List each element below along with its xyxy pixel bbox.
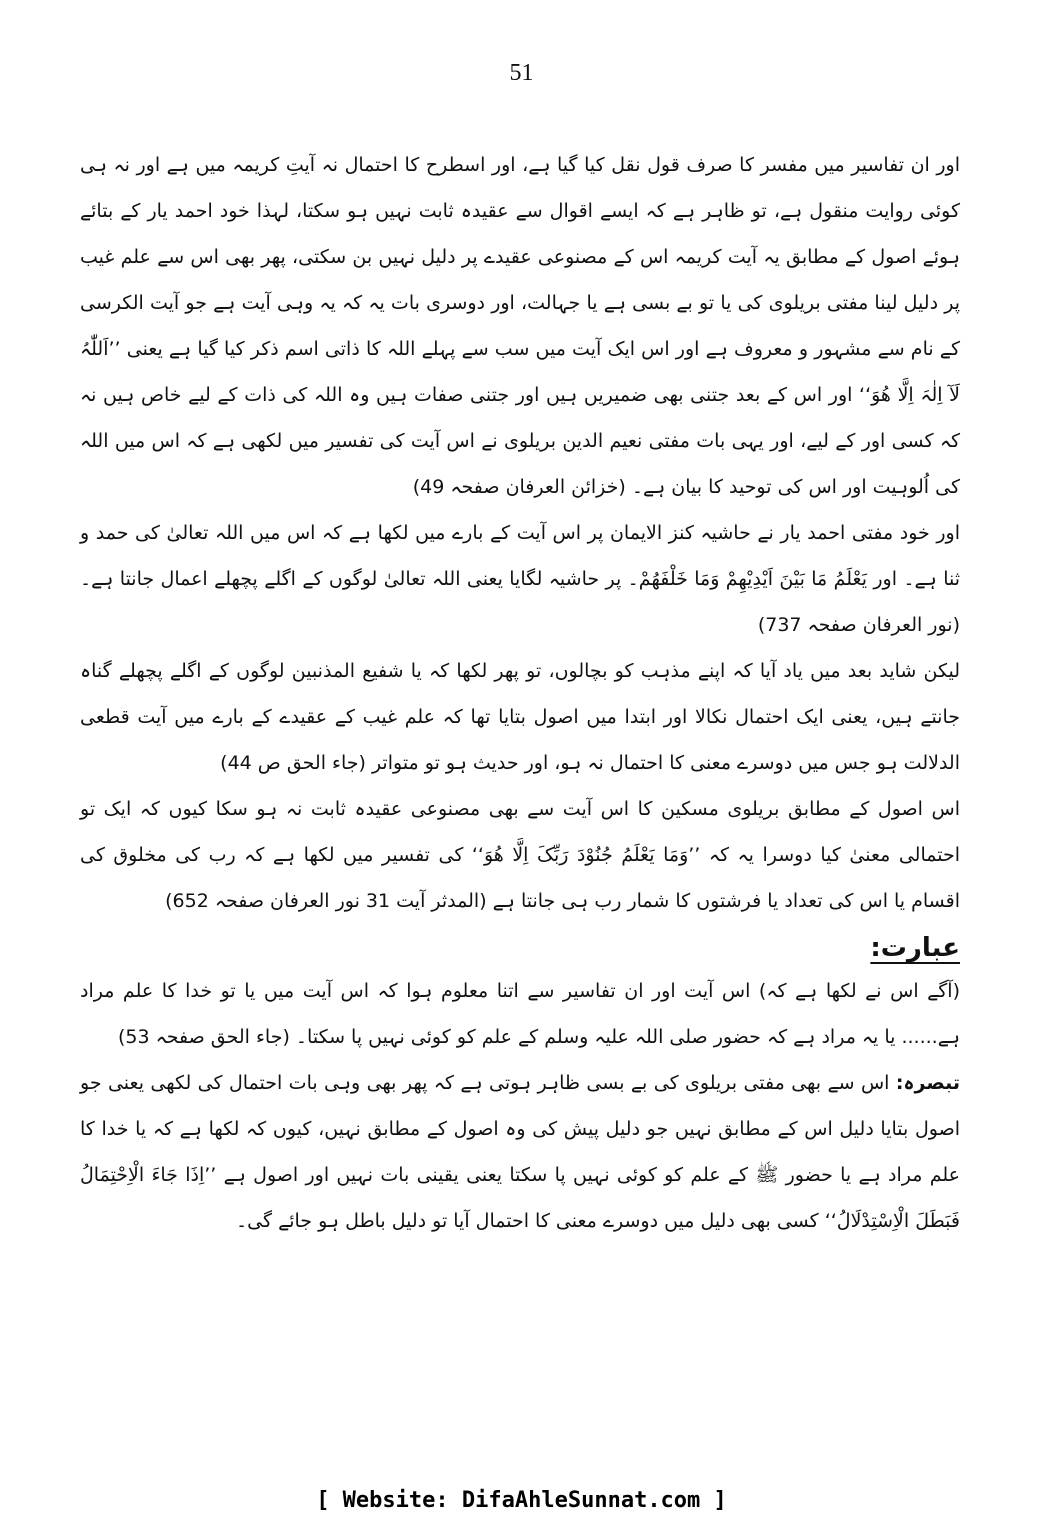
paragraph-1: اور ان تفاسیر میں مفسر کا صرف قول نقل کیا گیا ہے، اور اسطرح کا احتمال نہ آیتِ کریمہ میں ہے اور نہ ہی کوئی روایت منقول ہے، تو ظاہر ہے کہ ایسے اقوال سے عقیدہ ثابت نہیں ہو سکتا، لہذا خود احمد یار کے بتائے ہوئے اصول کے مطابق یہ آیت کریمہ اس کے مصنوعی عقیدے پر دلیل نہیں بن سکتی، پھر بھی اس سے علم غیب پر دلیل لینا مفتی بریلوی کی یا تو بے بسی ہے یا جہالت، اور دوسری بات یہ کہ یہ وہی آیت ہے جو آیت الکرسی کے نام سے مشہور و معروف ہے اور اس ایک آیت میں سب سے پہلے اللہ کا ذاتی اسم ذکر کیا گیا ہے یعنی ’’اَللّٰہُ لَآ اِلٰہَ اِلَّا ھُوَ‘‘ اور اس کے بعد جتنی بھی ضمیریں ہیں اور جتنی صفات ہیں وہ اللہ کی ذات کے لیے خاص ہیں نہ کہ کسی اور کے لیے، اور یہی بات مفتی نعیم الدین بریلوی نے اس آیت کی تفسیر میں لکھی ہے کہ اس میں اللہ کی اُلوہیت اور اس کی توحید کا بیان ہے۔ (خزائن العرفان صفحہ 49) [80,154,960,498]
page-number: 51 [509,60,534,86]
paragraph-2: اور خود مفتی احمد یار نے حاشیہ کنز الایمان پر اس آیت کے بارے میں لکھا ہے کہ اس میں اللہ تعالیٰ کی حمد و ثنا ہے۔ اور یَعْلَمُ مَا بَیْنَ اَیْدِیْھِمْ وَمَا خَلْفَھُمْ۔ پر حاشیہ لگایا یعنی اللہ تعالیٰ لوگوں کے اگلے پچھلے اعمال جانتا ہے۔ (نور العرفان صفحہ 737) [80,522,960,636]
ibarat-heading: عبارت: [870,933,960,963]
tabsara-paragraph [80,1060,960,1244]
page-body [80,142,960,1244]
paragraph-4: اس اصول کے مطابق بریلوی مسکین کا اس آیت سے بھی مصنوعی عقیدہ ثابت نہ ہو سکا کیوں کہ ایک تو احتمالی معنیٰ کیا دوسرا یہ کہ ’’وَمَا یَعْلَمُ جُنُوْدَ رَبِّکَ اِلَّا ھُوَ‘‘ کی تفسیر میں لکھا ہے کہ رب کی مخلوق کی اقسام یا اس کی تعداد یا فرشتوں کا شمار رب ہی جانتا ہے (المدثر آیت 31 نور العرفان صفحہ 652) [80,798,960,912]
paragraph-3: لیکن شاید بعد میں یاد آیا کہ اپنے مذہب کو بچالوں، تو پھر لکھا کہ یا شفیع المذنبین لوگوں کے اگلے پچھلے گناہ جانتے ہیں، یعنی ایک احتمال نکالا اور ابتدا میں اصول بتایا تھا کہ علم غیب کے عقیدے کے بارے میں آیت قطعی الدلالت ہو جس میں دوسرے معنی کا احتمال نہ ہو، اور حدیث ہو تو متواتر (جاء الحق ص 44) [80,660,960,774]
ibarat-text: (آگے اس نے لکھا ہے کہ) اس آیت اور ان تفاسیر سے اتنا معلوم ہوا کہ اس آیت میں یا تو خدا کا علم مراد ہے...... یا یہ مراد ہے کہ حضور صلی اللہ علیہ وسلم کے علم کو کوئی نہیں پا سکتا۔ (جاء الحق صفحہ 53) [80,980,960,1048]
website-footer: [ Website: DifaAhleSunnat.com ] [316,1488,727,1513]
tabsara-label: تبصرہ: [895,1072,960,1094]
tabsara-text: اس سے بھی مفتی بریلوی کی بے بسی ظاہر ہوتی ہے کہ پھر بھی وہی بات احتمال کی لکھی یعنی جو اصول بتایا دلیل اس کے مطابق نہیں جو دلیل پیش کی وہ اصول کے مطابق نہیں، کیوں کہ لکھا ہے کہ یا خدا کا علم مراد ہے یا حضور ﷺ کے علم کو کوئی نہیں پا سکتا یعنی یقینی بات نہیں اور اصول ہے ’’اِذَا جَاءَ الْاِحْتِمَالُ فَبَطَلَ الْاِسْتِدْلَالُ‘‘ کسی بھی دلیل میں دوسرے معنی کا احتمال آیا تو دلیل باطل ہو جائے گی۔ [80,1072,960,1232]
